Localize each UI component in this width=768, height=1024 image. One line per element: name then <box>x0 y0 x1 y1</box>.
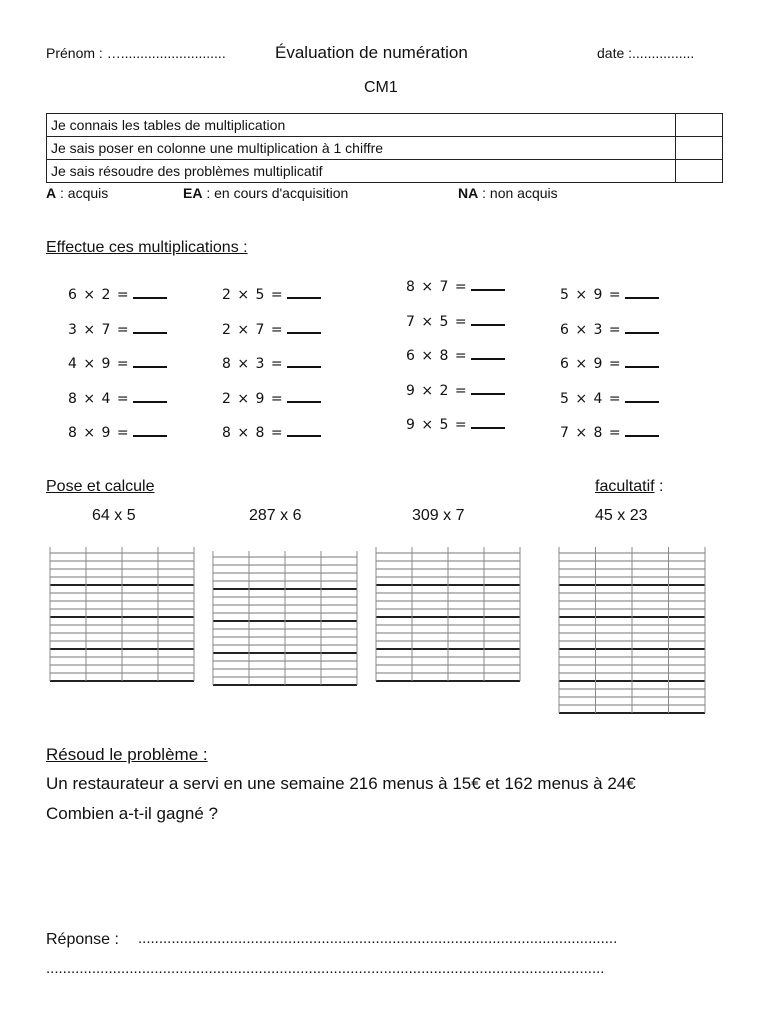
answer-label: Réponse : <box>46 931 119 948</box>
multiplication-expression: 6 × 2 = <box>68 287 130 303</box>
skill-label: Je sais poser en colonne une multiplication à 1 chiffre <box>47 137 676 160</box>
skill-row <box>47 114 723 137</box>
multiplication-item <box>560 284 659 303</box>
optional-colon: : <box>654 478 664 495</box>
multiplication-item <box>560 353 659 372</box>
answer-blank[interactable] <box>287 422 321 437</box>
legend-code: NA <box>458 185 479 201</box>
skill-evaluation-box <box>676 160 723 183</box>
answer-blank[interactable] <box>625 388 659 403</box>
answer-line: ...................................................................................................................................... <box>46 960 605 977</box>
skill-row <box>47 137 723 160</box>
multiplication-expression: 2 × 9 = <box>222 390 284 407</box>
multiplication-item <box>68 284 167 303</box>
problem-heading: Résoud le problème : <box>46 745 208 764</box>
legend-text: : acquis <box>56 185 109 201</box>
optional-heading <box>595 478 663 496</box>
multiplication-item <box>222 388 321 407</box>
multiplication-item <box>68 422 167 441</box>
problem-statement: Un restaurateur a servi en une semaine 216 menus à 15€ et 162 menus à 24€ <box>46 774 636 793</box>
answer-blank[interactable] <box>471 345 505 360</box>
multiplication-item <box>560 319 659 338</box>
answer-blank[interactable] <box>471 414 505 429</box>
answer-blank[interactable] <box>287 353 321 368</box>
multiplication-expression: 3 × 7 = <box>68 321 130 338</box>
multiplication-item <box>560 422 659 441</box>
multiplication-expression: 4 × 9 = <box>68 356 130 372</box>
legend-code: EA <box>183 185 203 201</box>
legend-code: A <box>46 185 57 201</box>
multiplication-item <box>560 388 659 407</box>
multiplication-expression: 9 × 5 = <box>406 417 468 433</box>
multiplication-expression: 7 × 8 = <box>560 425 622 441</box>
answer-blank[interactable] <box>625 353 659 368</box>
multiplication-expression: 8 × 7 = <box>406 279 468 295</box>
multiplication-item <box>406 276 505 295</box>
answer-blank[interactable] <box>287 388 321 403</box>
multiplication-item <box>222 284 321 303</box>
legend-text: : non acquis <box>478 185 558 201</box>
answer-blank[interactable] <box>471 380 505 395</box>
multiplication-item <box>222 319 321 338</box>
multiplication-expression: 8 × 3 = <box>222 356 284 372</box>
answer-blank[interactable] <box>133 319 167 334</box>
answer-blank[interactable] <box>625 422 659 437</box>
answer-blank[interactable] <box>625 284 659 299</box>
multiplication-expression: 2 × 7 = <box>222 321 284 338</box>
date-field: date :................ <box>597 45 695 61</box>
multiplication-item <box>406 380 505 399</box>
skill-label: Je sais résoudre des problèmes multiplicatif <box>47 160 676 183</box>
skill-label: Je connais les tables de multiplication <box>47 114 676 137</box>
answer-blank[interactable] <box>471 311 505 326</box>
operation-label: 309 x 7 <box>412 507 465 524</box>
multiplication-expression: 8 × 9 = <box>68 425 130 441</box>
answer-blank[interactable] <box>133 388 167 403</box>
answer-line: ................................................................................................................... <box>138 930 618 947</box>
multiplication-item <box>406 345 505 364</box>
multiplication-expression: 8 × 8 = <box>222 425 284 441</box>
operation-label: 45 x 23 <box>595 507 648 524</box>
answer-blank[interactable] <box>625 319 659 334</box>
multiplication-expression: 5 × 4 = <box>560 390 622 407</box>
multiplication-item <box>68 388 167 407</box>
answer-blank[interactable] <box>133 284 167 299</box>
optional-label: facultatif <box>595 478 655 495</box>
legend-in-progress <box>183 185 348 201</box>
answer-blank[interactable] <box>287 284 321 299</box>
multiplication-expression: 5 × 9 = <box>560 287 622 303</box>
operation-label: 287 x 6 <box>249 507 302 524</box>
multiplication-expression: 2 × 5 = <box>222 287 284 303</box>
skill-evaluation-box <box>676 114 723 137</box>
multiplication-item <box>68 353 167 372</box>
page-title: Évaluation de numération <box>275 43 468 62</box>
skills-table <box>46 113 723 183</box>
legend-text: : en cours d'acquisition <box>202 185 349 201</box>
first-name-field: Prénom : …........................... <box>46 45 226 61</box>
column-ops-heading: Pose et calcule <box>46 478 155 495</box>
answer-blank[interactable] <box>133 422 167 437</box>
answer-blank[interactable] <box>133 353 167 368</box>
multiplication-item <box>406 311 505 330</box>
calculation-grid <box>48 547 196 687</box>
operation-label: 64 x 5 <box>92 507 136 524</box>
multiplication-expression: 9 × 2 = <box>406 382 468 399</box>
answer-blank[interactable] <box>471 276 505 291</box>
multiplication-expression: 6 × 3 = <box>560 321 622 338</box>
multiplication-expression: 7 × 5 = <box>406 313 468 330</box>
skill-evaluation-box <box>676 137 723 160</box>
multiplications-heading: Effectue ces multiplications : <box>46 239 248 256</box>
skill-row <box>47 160 723 183</box>
multiplication-item <box>222 353 321 372</box>
multiplication-expression: 6 × 9 = <box>560 356 622 372</box>
calculation-grid <box>557 547 707 717</box>
multiplication-item <box>222 422 321 441</box>
legend-not-acquired <box>458 185 558 201</box>
multiplication-item <box>68 319 167 338</box>
legend-acquired <box>46 185 108 201</box>
multiplication-expression: 6 × 8 = <box>406 348 468 364</box>
answer-blank[interactable] <box>287 319 321 334</box>
multiplication-expression: 8 × 4 = <box>68 390 130 407</box>
problem-question: Combien a-t-il gagné ? <box>46 804 218 823</box>
calculation-grid <box>211 551 359 691</box>
class-level: CM1 <box>364 79 398 96</box>
multiplication-item <box>406 414 505 433</box>
calculation-grid <box>374 547 522 687</box>
